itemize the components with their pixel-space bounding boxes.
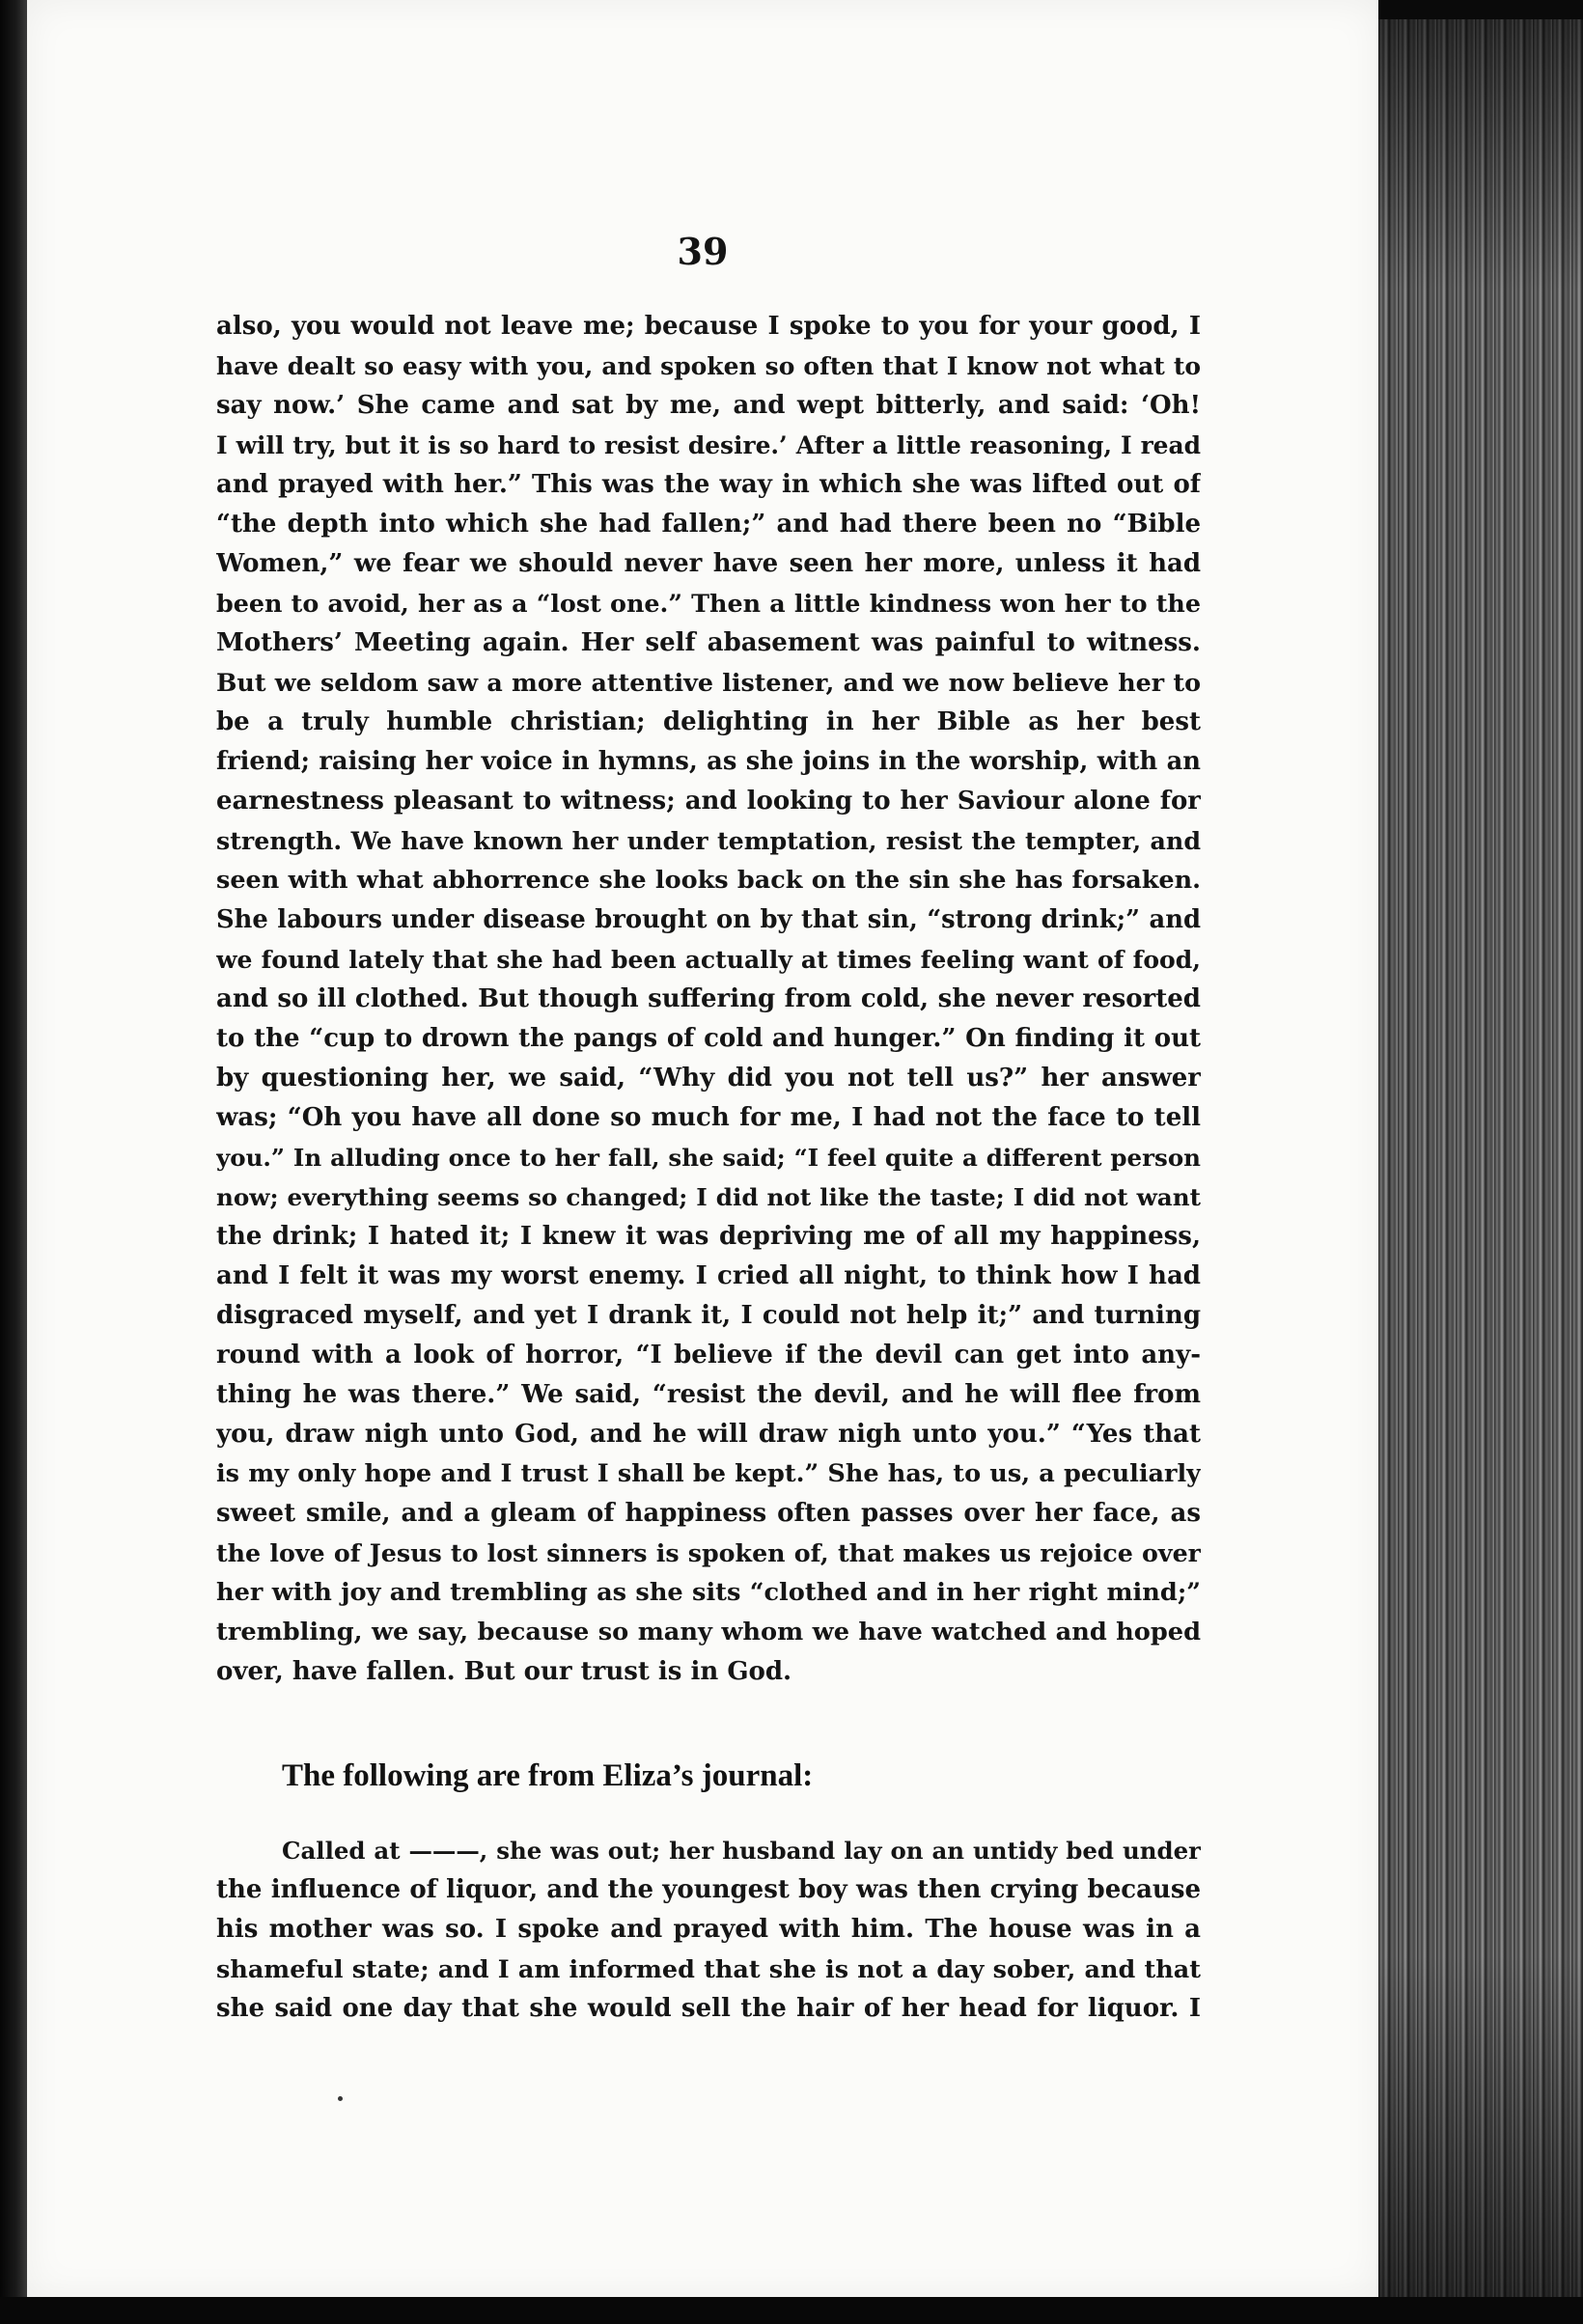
text-line: thing he was there.” We said, “resist the devil, and he will flee from: [216, 1380, 1201, 1409]
text-line: you, draw nigh unto God, and he will draw nigh unto you.” “Yes that: [216, 1420, 1201, 1449]
text-line: friend; raising her voice in hymns, as she joins in the worship, with an: [216, 747, 1201, 776]
text-line: and I felt it was my worst enemy. I cried all night, to think how I had: [216, 1261, 1201, 1290]
text-line: I will try, but it is so hard to resist desire.’ After a little reasoning, I read: [216, 431, 1201, 459]
journal-line: the influence of liquor, and the youngest boy was then crying because: [216, 1875, 1201, 1904]
book-page: [27, 0, 1378, 2297]
section-heading: The following are from Eliza’s journal:: [282, 1758, 814, 1793]
text-line: was; “Oh you have all done so much for me, I had not the face to tell: [216, 1103, 1201, 1132]
text-line: strength. We have known her under temptation, resist the tempter, and: [216, 826, 1201, 855]
text-line: She labours under disease brought on by that sin, “strong drink;” and: [216, 905, 1201, 934]
page-number: 39: [677, 230, 729, 273]
text-line: But we seldom saw a more attentive listener, and we now believe her to: [216, 668, 1201, 697]
journal-line: shameful state; and I am informed that she is not a day sober, and that: [216, 1954, 1201, 1983]
text-line: and so ill clothed. But though suffering from cold, she never resorted: [216, 984, 1201, 1013]
text-line: Women,” we fear we should never have seen her more, unless it had: [216, 549, 1201, 578]
text-line: also, you would not leave me; because I spoke to you for your good, I: [216, 312, 1201, 341]
text-line: have dealt so easy with you, and spoken so often that I know not what to: [216, 352, 1201, 380]
journal-line: she said one day that she would sell the hair of her head for liquor. I: [216, 1994, 1201, 2023]
text-line: Mothers’ Meeting again. Her self abasement was painful to witness.: [216, 628, 1201, 657]
text-line: is my only hope and I trust I shall be kept.” She has, to us, a peculiarly: [216, 1459, 1201, 1488]
scan-bottom-edge: [0, 2297, 1583, 2324]
text-line: the drink; I hated it; I knew it was depriving me of all my happiness,: [216, 1222, 1201, 1251]
journal-line: his mother was so. I spoke and prayed with him. The house was in a: [216, 1915, 1201, 1944]
journal-text: [216, 1831, 1201, 2029]
text-line: been to avoid, her as a “lost one.” Then a little kindness won her to the: [216, 589, 1201, 618]
text-line: her with joy and trembling as she sits “clothed and in her right mind;”: [216, 1578, 1201, 1607]
text-line: you.” In alluding once to her fall, she said; “I feel quite a different person: [216, 1144, 1201, 1172]
text-line: over, have fallen. But our trust is in God.: [216, 1657, 792, 1686]
text-line: we found lately that she had been actually at times feeling want of food,: [216, 945, 1201, 974]
text-line: and prayed with her.” This was the way in which she was lifted out of: [216, 470, 1201, 499]
text-line: disgraced myself, and yet I drank it, I could not help it;” and turning: [216, 1301, 1201, 1330]
text-line: sweet smile, and a gleam of happiness often passes over her face, as: [216, 1499, 1201, 1528]
body-text: [216, 307, 1201, 1692]
text-line: trembling, we say, because so many whom we have watched and hoped: [216, 1618, 1201, 1646]
text-line: the love of Jesus to lost sinners is spoken of, that makes us rejoice over: [216, 1538, 1201, 1567]
text-line: say now.’ She came and sat by me, and wept bitterly, and said: ‘Oh!: [216, 391, 1201, 420]
text-line: seen with what abhorrence she looks back on the sin she has forsaken.: [216, 866, 1201, 895]
text-line: now; everything seems so changed; I did not like the taste; I did not want: [216, 1183, 1201, 1211]
journal-line: Called at ———, she was out; her husband lay on an untidy bed under: [282, 1837, 1201, 1865]
page-stack-shadow: [1378, 19, 1583, 2297]
text-line: be a truly humble christian; delighting in her Bible as her best: [216, 707, 1201, 736]
text-line: round with a look of horror, “I believe if the devil can get into any-: [216, 1341, 1201, 1370]
text-line: earnestness pleasant to witness; and looking to her Saviour alone for: [216, 787, 1201, 816]
ink-speck: [338, 2096, 343, 2101]
text-line: to the “cup to drown the pangs of cold and hunger.” On finding it out: [216, 1024, 1201, 1053]
text-line: “the depth into which she had fallen;” and had there been no “Bible: [216, 510, 1201, 539]
facing-page-edge: [0, 0, 27, 2324]
text-line: by questioning her, we said, “Why did you not tell us?” her answer: [216, 1064, 1201, 1093]
